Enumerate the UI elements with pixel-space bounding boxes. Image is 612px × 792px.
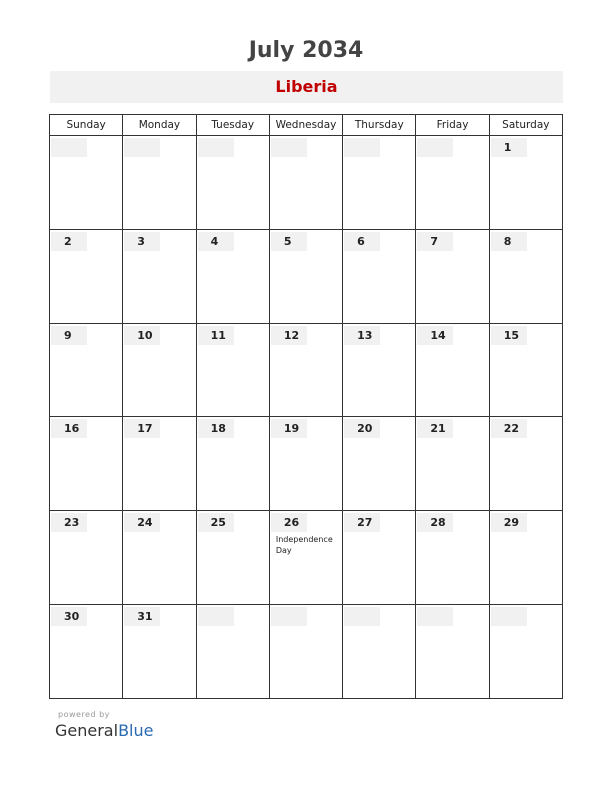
day-number: 23	[51, 513, 87, 532]
day-number	[198, 607, 234, 626]
day-number: 5	[271, 232, 307, 251]
calendar-body	[50, 136, 563, 699]
day-number: 29	[491, 513, 527, 532]
weekday-wednesday: Wednesday	[269, 115, 342, 136]
day-cell	[123, 136, 196, 230]
day-number: 25	[198, 513, 234, 532]
weekday-header-row	[50, 115, 563, 136]
day-cell	[269, 417, 342, 511]
weekday-friday: Friday	[416, 115, 489, 136]
day-number: 21	[417, 419, 453, 438]
day-number: 1	[491, 138, 527, 157]
day-number	[124, 138, 160, 157]
day-cell	[343, 323, 416, 417]
day-number: 17	[124, 419, 160, 438]
day-number: 14	[417, 326, 453, 345]
day-cell	[196, 417, 269, 511]
day-cell	[196, 136, 269, 230]
day-number: 10	[124, 326, 160, 345]
week-row	[50, 323, 563, 417]
day-cell	[489, 511, 562, 605]
day-cell	[50, 417, 123, 511]
week-row	[50, 229, 563, 323]
day-cell	[196, 511, 269, 605]
day-number	[491, 607, 527, 626]
day-cell	[489, 323, 562, 417]
day-cell	[416, 136, 489, 230]
day-number: 11	[198, 326, 234, 345]
day-number: 30	[51, 607, 87, 626]
day-cell	[196, 605, 269, 699]
day-number: 4	[198, 232, 234, 251]
day-cell	[269, 136, 342, 230]
day-number: 9	[51, 326, 87, 345]
day-cell	[343, 417, 416, 511]
day-cell	[343, 136, 416, 230]
day-cell	[123, 511, 196, 605]
weekday-saturday: Saturday	[489, 115, 562, 136]
weekday-monday: Monday	[123, 115, 196, 136]
day-number: 8	[491, 232, 527, 251]
brand-general: General	[55, 721, 119, 740]
day-number	[417, 607, 453, 626]
day-cell	[269, 229, 342, 323]
day-cell	[50, 136, 123, 230]
day-number	[198, 138, 234, 157]
day-number: 7	[417, 232, 453, 251]
day-number: 28	[417, 513, 453, 532]
day-cell	[123, 605, 196, 699]
day-number: 13	[344, 326, 380, 345]
day-cell	[196, 229, 269, 323]
day-number: 22	[491, 419, 527, 438]
day-number: 16	[51, 419, 87, 438]
day-number: 2	[51, 232, 87, 251]
day-number: 12	[271, 326, 307, 345]
day-cell	[416, 417, 489, 511]
country-banner	[50, 71, 563, 103]
day-number	[344, 138, 380, 157]
day-number: 15	[491, 326, 527, 345]
week-row	[50, 511, 563, 605]
day-cell	[416, 511, 489, 605]
day-cell	[123, 323, 196, 417]
day-number: 20	[344, 419, 380, 438]
page-title: July 2034	[248, 38, 364, 63]
day-number	[344, 607, 380, 626]
day-cell	[416, 229, 489, 323]
day-cell	[489, 136, 562, 230]
day-number	[51, 138, 87, 157]
day-cell	[343, 511, 416, 605]
day-number	[271, 138, 307, 157]
day-cell	[269, 605, 342, 699]
day-cell	[196, 323, 269, 417]
day-number: 27	[344, 513, 380, 532]
day-number	[271, 607, 307, 626]
country-name: Liberia	[275, 77, 338, 96]
day-number: 26	[271, 513, 307, 532]
weekday-thursday: Thursday	[343, 115, 416, 136]
day-number: 18	[198, 419, 234, 438]
powered-by-label: powered by	[58, 710, 110, 719]
weekday-tuesday: Tuesday	[196, 115, 269, 136]
week-row	[50, 605, 563, 699]
day-cell	[343, 605, 416, 699]
day-cell	[489, 417, 562, 511]
brand-logo	[55, 721, 153, 740]
day-cell	[269, 511, 342, 605]
day-number: 24	[124, 513, 160, 532]
day-number: 31	[124, 607, 160, 626]
holiday-label: Independence Day	[275, 535, 333, 556]
weekday-sunday: Sunday	[50, 115, 123, 136]
day-cell	[50, 511, 123, 605]
week-row	[50, 417, 563, 511]
day-number: 19	[271, 419, 307, 438]
day-cell	[489, 229, 562, 323]
week-row	[50, 136, 563, 230]
calendar-grid	[49, 114, 563, 699]
day-cell	[50, 605, 123, 699]
day-cell	[50, 229, 123, 323]
day-cell	[489, 605, 562, 699]
day-cell	[123, 417, 196, 511]
day-cell	[50, 323, 123, 417]
day-number: 6	[344, 232, 380, 251]
day-number: 3	[124, 232, 160, 251]
day-cell	[343, 229, 416, 323]
brand-blue: Blue	[118, 721, 154, 740]
day-cell	[416, 605, 489, 699]
day-cell	[269, 323, 342, 417]
day-cell	[416, 323, 489, 417]
day-number	[417, 138, 453, 157]
day-cell	[123, 229, 196, 323]
